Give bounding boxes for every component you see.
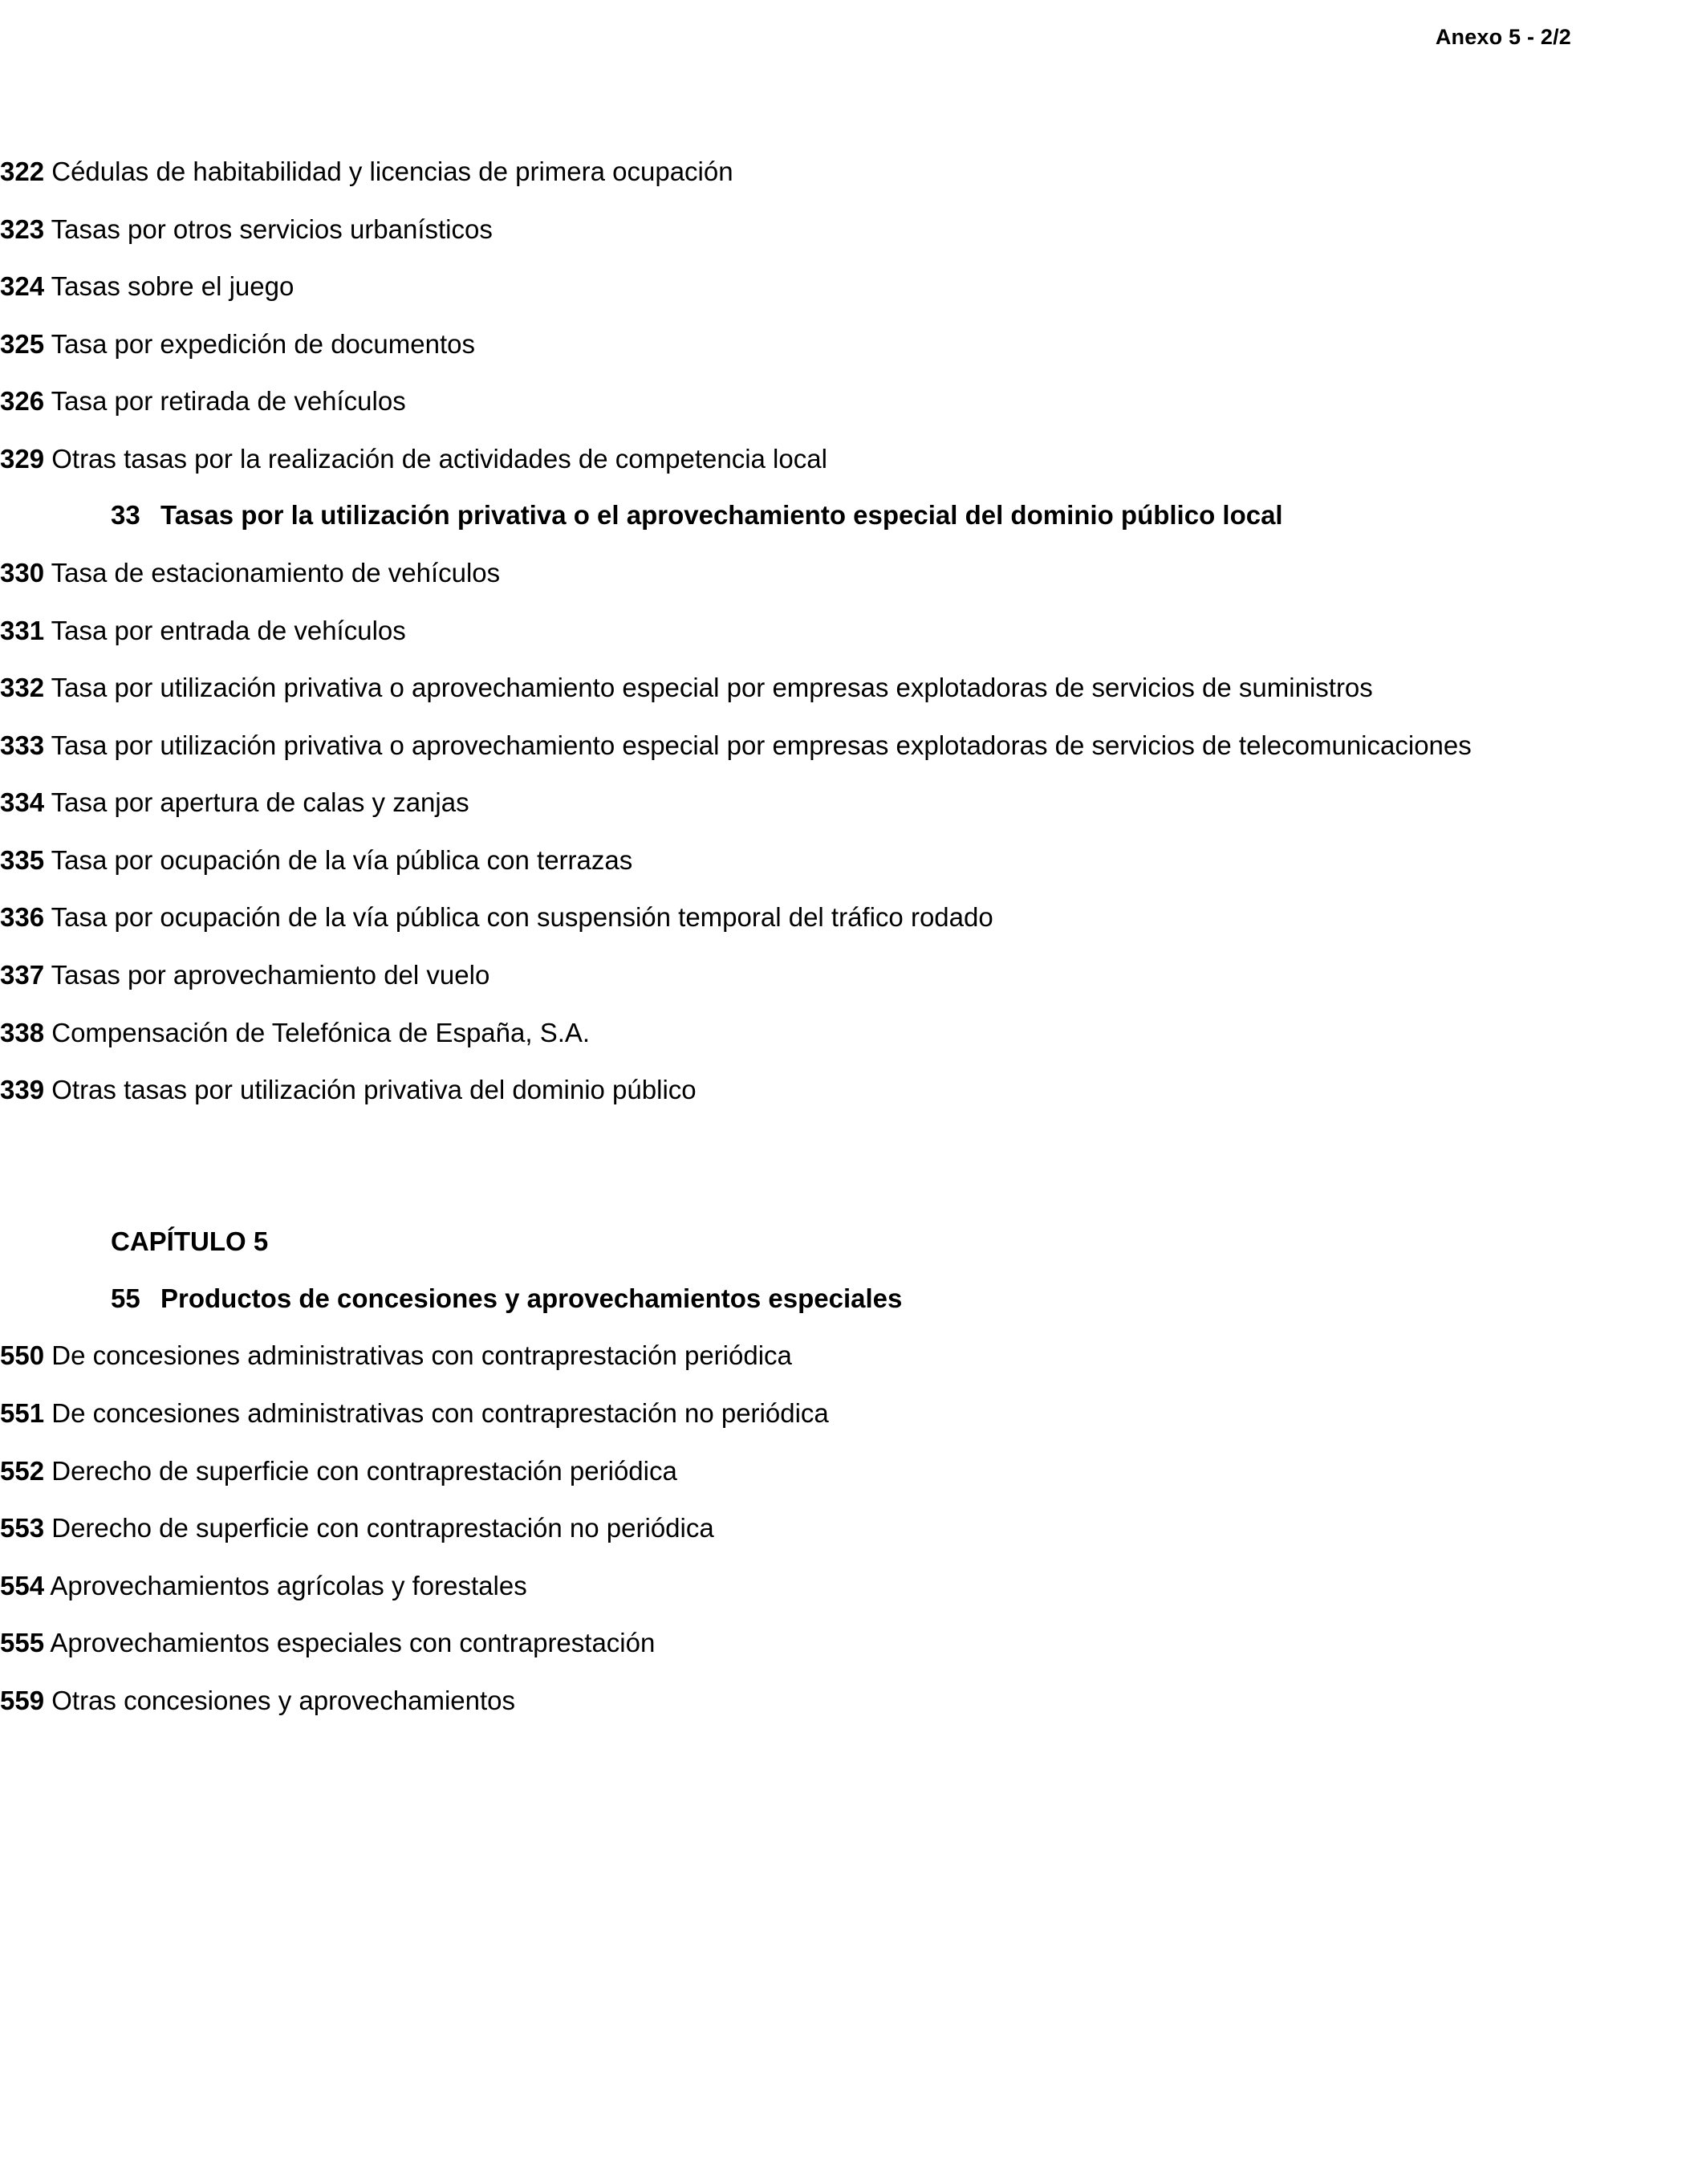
entry-label: Tasa por utilización privativa o aprovechamiento especial por empresas explotadoras de servicios de suministros	[51, 673, 1373, 703]
section-heading	[111, 1271, 1578, 1328]
section-code: 55	[111, 1283, 140, 1313]
entry-label: Tasa por apertura de calas y zanjas	[51, 787, 469, 818]
entry-code: 334	[0, 787, 45, 818]
entry-code: 338	[0, 1017, 45, 1047]
entry-label: Tasa por expedición de documentos	[51, 328, 475, 359]
entry-label: Cédulas de habitabilidad y licencias de primera ocupación	[51, 157, 733, 186]
entry-code: 333	[0, 730, 45, 760]
entry-code: 555	[0, 1628, 45, 1658]
entry-code: 559	[0, 1685, 45, 1715]
entry-code: 325	[0, 328, 45, 359]
outline-entry	[0, 1327, 1706, 1385]
outline-entry	[0, 602, 1706, 660]
outline-entry	[0, 544, 1706, 602]
outline-entry	[0, 889, 1706, 946]
outline-entry	[0, 946, 1706, 1004]
section-heading	[111, 487, 1578, 544]
entry-label: Tasas por otros servicios urbanísticos	[51, 214, 493, 244]
entry-label: Derecho de superficie con contraprestación periódica	[51, 1455, 677, 1486]
outline-entry	[0, 315, 1706, 373]
entry-label: Tasa de estacionamiento de vehículos	[51, 558, 501, 588]
vertical-spacer	[0, 1119, 1706, 1214]
outline-entry	[0, 258, 1706, 315]
outline-entry	[0, 1061, 1706, 1119]
entry-code: 329	[0, 443, 45, 474]
outline-entry	[0, 1385, 1706, 1442]
entry-label: Tasa por retirada de vehículos	[51, 386, 406, 417]
entry-code: 323	[0, 214, 45, 244]
entry-code: 337	[0, 960, 45, 990]
entry-code: 331	[0, 615, 45, 645]
outline-entry	[0, 1672, 1706, 1730]
entry-label: Tasa por ocupación de la vía pública con suspensión temporal del tráfico rodado	[51, 902, 993, 933]
entry-code: 339	[0, 1075, 45, 1105]
entry-code: 550	[0, 1340, 45, 1371]
entry-code: 332	[0, 673, 45, 703]
outline-entry	[0, 659, 1706, 717]
section-code: 33	[111, 500, 140, 531]
outline-entry	[0, 717, 1706, 775]
entry-code: 553	[0, 1513, 45, 1543]
entry-code: 551	[0, 1397, 45, 1428]
outline-entry	[0, 372, 1706, 430]
outline-entry	[0, 832, 1706, 889]
entry-label: Tasa por ocupación de la vía pública con terrazas	[51, 844, 633, 875]
entry-label: Tasa por entrada de vehículos	[51, 615, 406, 645]
entry-label: Aprovechamientos especiales con contraprestación	[50, 1628, 656, 1658]
entry-code: 322	[0, 157, 45, 186]
entry-code: 335	[0, 844, 45, 875]
outline-entry	[0, 201, 1706, 258]
entry-label: Compensación de Telefónica de España, S.A.	[51, 1017, 591, 1047]
outline-entry	[0, 143, 1706, 201]
chapter-heading: CAPÍTULO 5	[111, 1226, 269, 1256]
entry-code: 552	[0, 1455, 45, 1486]
entry-code: 326	[0, 386, 45, 417]
entry-label: Tasas por aprovechamiento del vuelo	[51, 960, 490, 990]
running-header: Anexo 5 - 2/2	[1435, 25, 1571, 49]
entry-code: 324	[0, 271, 45, 302]
entry-label: Otras concesiones y aprovechamientos	[51, 1685, 516, 1715]
outline-entry	[0, 1557, 1706, 1615]
outline-entry	[0, 430, 1706, 488]
entry-code: 336	[0, 902, 45, 933]
outline-entry	[0, 1004, 1706, 1062]
entry-label: Derecho de superficie con contraprestación no periódica	[51, 1513, 714, 1543]
outline-entry	[0, 1442, 1706, 1500]
entry-label: Otras tasas por la realización de actividades de competencia local	[51, 443, 827, 474]
document-body	[0, 143, 1706, 1729]
entry-label: Otras tasas por utilización privativa del dominio público	[51, 1075, 697, 1105]
entry-label: Tasas sobre el juego	[51, 271, 294, 302]
outline-entry	[0, 1614, 1706, 1672]
entry-code: 554	[0, 1570, 45, 1600]
outline-entry	[0, 774, 1706, 832]
entry-label: Tasa por utilización privativa o aprovechamiento especial por empresas explotadoras de servicios de telecomunicaciones	[51, 730, 1472, 760]
entry-label: De concesiones administrativas con contraprestación no periódica	[51, 1397, 829, 1428]
entry-label: Aprovechamientos agrícolas y forestales	[50, 1570, 527, 1600]
entry-label: De concesiones administrativas con contraprestación periódica	[51, 1340, 792, 1371]
entry-code: 330	[0, 558, 45, 588]
section-label: Tasas por la utilización privativa o el aprovechamiento especial del dominio público local	[160, 500, 1283, 531]
outline-entry	[0, 1499, 1706, 1557]
section-label: Productos de concesiones y aprovechamientos especiales	[160, 1283, 903, 1313]
